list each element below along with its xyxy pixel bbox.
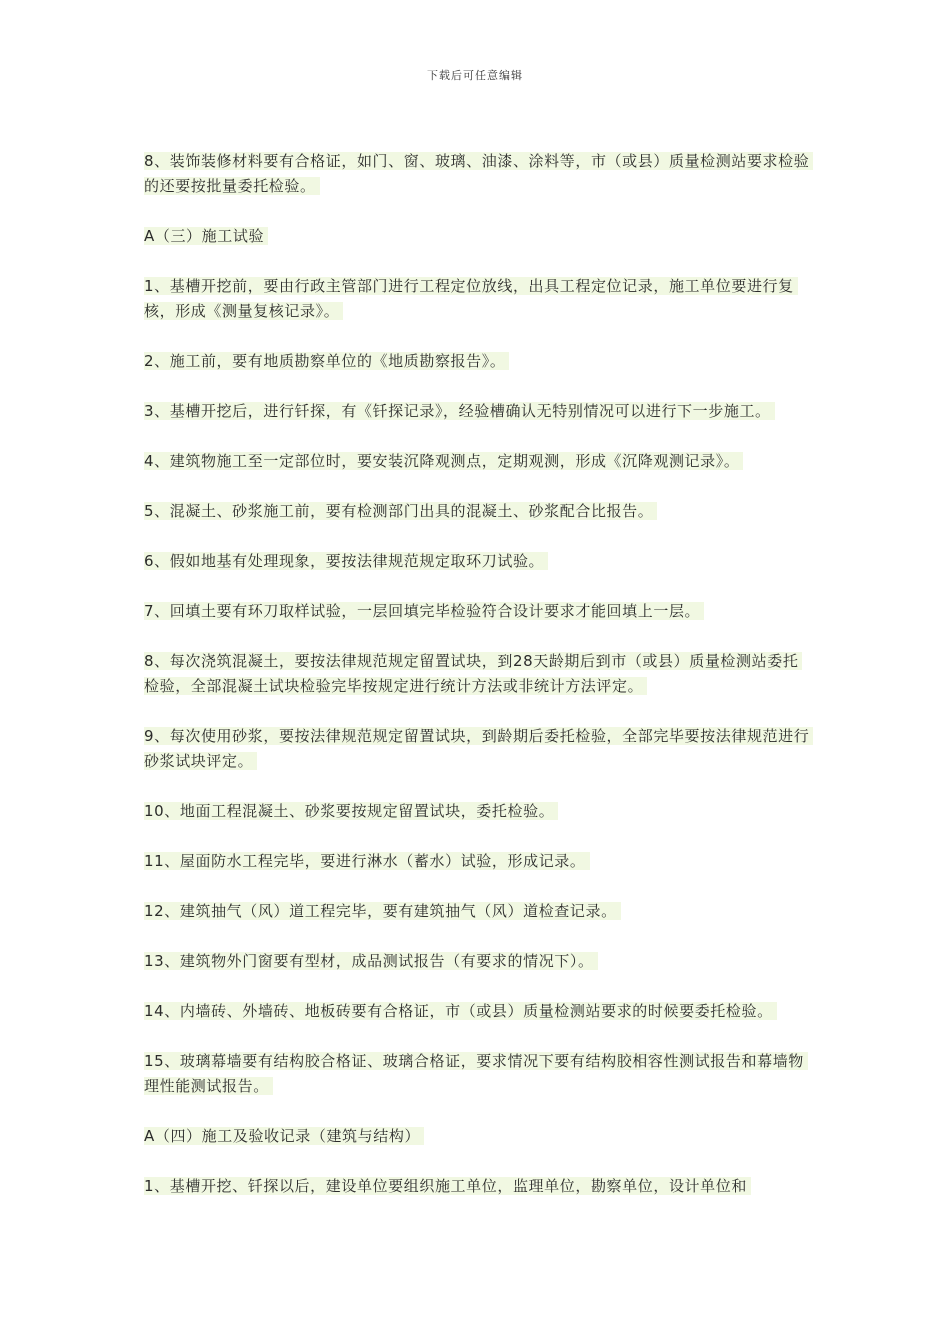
- paragraph-item-10: 10、地面工程混凝土、砂浆要按规定留置试块，委托检验。: [144, 799, 814, 824]
- paragraph-item-15: 15、玻璃幕墙要有结构胶合格证、玻璃合格证，要求情况下要有结构胶相容性测试报告和幕墙物理性能测试报告。: [144, 1049, 814, 1099]
- paragraph-item-12: 12、建筑抽气（风）道工程完毕，要有建筑抽气（风）道检查记录。: [144, 899, 814, 924]
- paragraph-item-1: 1、基槽开挖前，要由行政主管部门进行工程定位放线，出具工程定位记录，施工单位要进行复核，形成《测量复核记录》。: [144, 274, 814, 324]
- section-heading-construction-tests: A（三）施工试验: [144, 224, 814, 249]
- paragraph-item-4: 4、建筑物施工至一定部位时，要安装沉降观测点，定期观测，形成《沉降观测记录》。: [144, 449, 814, 474]
- paragraph-item-9: 9、每次使用砂浆，要按法律规范规定留置试块，到龄期后委托检验，全部完毕要按法律规范进行砂浆试块评定。: [144, 724, 814, 774]
- paragraph-item-6: 6、假如地基有处理现象，要按法律规范规定取环刀试验。: [144, 549, 814, 574]
- paragraph-item-14: 14、内墙砖、外墙砖、地板砖要有合格证，市（或县）质量检测站要求的时候要委托检验。: [144, 999, 814, 1024]
- paragraph-item-11: 11、屋面防水工程完毕，要进行淋水（蓄水）试验，形成记录。: [144, 849, 814, 874]
- page-header: 下载后可任意编辑: [427, 69, 523, 82]
- paragraph-item-2: 2、施工前，要有地质勘察单位的《地质勘察报告》。: [144, 349, 814, 374]
- paragraph-item-5: 5、混凝土、砂浆施工前，要有检测部门出具的混凝土、砂浆配合比报告。: [144, 499, 814, 524]
- paragraph-item-8: 8、每次浇筑混凝土，要按法律规范规定留置试块，到28天龄期后到市（或县）质量检测站委托检验，全部混凝土试块检验完毕按规定进行统计方法或非统计方法评定。: [144, 649, 814, 699]
- paragraph-item-7: 7、回填土要有环刀取样试验，一层回填完毕检验符合设计要求才能回填上一层。: [144, 599, 814, 624]
- paragraph-item-3: 3、基槽开挖后，进行钎探，有《钎探记录》，经验槽确认无特别情况可以进行下一步施工。: [144, 399, 814, 424]
- paragraph-item-8-decoration-materials: 8、装饰装修材料要有合格证，如门、窗、玻璃、油漆、涂料等，市（或县）质量检测站要求检验的还要按批量委托检验。: [144, 149, 814, 199]
- paragraph-item-1-excavation: 1、基槽开挖、钎探以后，建设单位要组织施工单位，监理单位，勘察单位，设计单位和: [144, 1174, 814, 1199]
- section-heading-construction-acceptance-records: A（四）施工及验收记录（建筑与结构）: [144, 1124, 814, 1149]
- paragraph-item-13: 13、建筑物外门窗要有型材，成品测试报告（有要求的情况下）。: [144, 949, 814, 974]
- document-body: [144, 149, 814, 1224]
